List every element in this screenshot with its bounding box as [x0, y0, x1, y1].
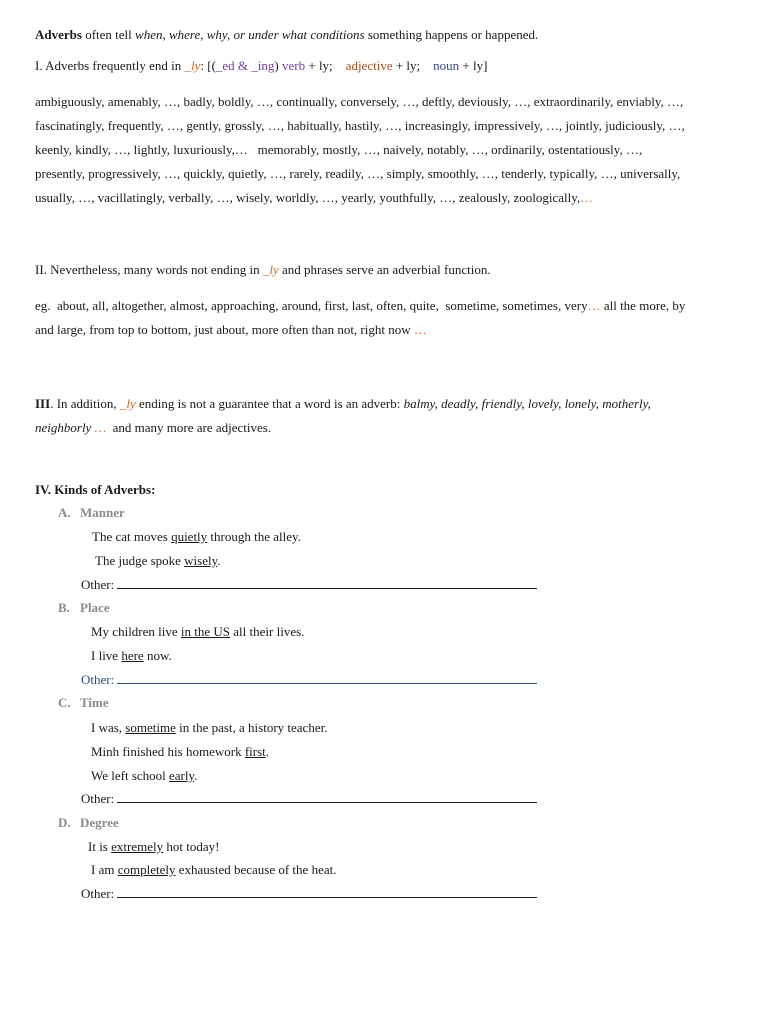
kind-label: Place	[80, 600, 110, 615]
kind-heading-degree	[58, 815, 119, 831]
example-text: It is	[88, 839, 112, 854]
example-text: .	[217, 553, 221, 568]
example-text: .	[194, 768, 198, 783]
section-3-line-2	[35, 420, 271, 436]
example-text: The cat moves	[92, 529, 172, 544]
example-text: all their lives.	[230, 624, 305, 639]
kind-letter: D.	[58, 815, 71, 830]
kind-label: Manner	[80, 505, 125, 520]
section-1-text-2: : [(	[200, 58, 216, 73]
intro-text-1: often tell	[81, 27, 136, 42]
adjective-examples-2: neighborly	[35, 420, 92, 435]
adjective-examples: balmy, deadly, friendly, lovely, lonely, motherly,	[403, 396, 651, 411]
section-2-heading	[35, 262, 491, 278]
example-sentence	[91, 624, 304, 640]
example-adverb: quietly	[171, 529, 208, 544]
other-label: Other:	[81, 886, 115, 901]
example-text: exhausted because of the heat.	[175, 862, 337, 877]
example-adverb: early	[169, 768, 195, 783]
ly-suffix: _ly	[184, 58, 201, 73]
ellipsis: …	[413, 322, 427, 337]
section-3-text-1: . In addition,	[50, 396, 120, 411]
section-2-examples-cont: all the more, by	[600, 298, 686, 313]
intro-text-2: something happens or happened.	[364, 27, 539, 42]
kind-letter: C.	[58, 695, 71, 710]
example-text: .	[265, 744, 270, 759]
kind-letter: B.	[58, 600, 70, 615]
intro-line	[35, 27, 538, 43]
verb-word: verb	[282, 58, 306, 73]
answer-blank[interactable]	[117, 791, 537, 803]
example-adverb: in the US	[180, 624, 231, 639]
section-1-text-1: . Adverbs frequently end in	[39, 58, 185, 73]
example-sentence	[88, 839, 219, 855]
adverb-list-trail: …	[580, 190, 594, 205]
other-label: Other:	[81, 577, 115, 592]
example-sentence	[92, 529, 301, 545]
example-text: My children live	[91, 624, 181, 639]
answer-blank[interactable]	[117, 672, 537, 684]
example-adverb: extremely	[111, 839, 164, 854]
section-1-heading	[35, 58, 487, 74]
adverb-list-line: keenly, kindly, …, lightly, luxuriously,… memorably, mostly, …, naively, notably, …, ordinarily, ostentatiously, …,	[35, 142, 643, 157]
example-adverb: sometime	[125, 720, 176, 735]
example-sentence	[91, 648, 172, 664]
adverb-list-text: usually, …, vacillatingly, verbally, …, wisely, worldly, …, yearly, youthfully, …, zealously, zoologically,	[35, 190, 581, 205]
example-text: The judge spoke	[95, 553, 185, 568]
noun-word: noun	[433, 58, 460, 73]
section-3-text-3: and many more are adjectives.	[106, 420, 272, 435]
adjective-word: adjective	[345, 58, 393, 73]
other-label: Other:	[81, 791, 115, 806]
example-text: I was,	[91, 720, 126, 735]
example-adverb: here	[121, 648, 144, 663]
example-text: I am	[91, 862, 118, 877]
intro-term: Adverbs	[35, 27, 82, 42]
example-sentence	[91, 862, 336, 878]
example-sentence	[91, 768, 197, 784]
ed-ing-suffix: _ed & _ing	[215, 58, 275, 73]
example-text: through the alley.	[207, 529, 301, 544]
kind-label: Time	[80, 695, 109, 710]
section-4-heading: IV. Kinds of Adverbs:	[35, 482, 156, 497]
example-sentence	[91, 720, 327, 736]
example-sentence	[95, 553, 221, 569]
ly-suffix: _ly	[262, 262, 279, 277]
example-text: We left school	[91, 768, 170, 783]
other-answer-line	[81, 886, 537, 902]
example-adverb: first	[244, 744, 266, 759]
ellipsis: …	[587, 298, 601, 313]
example-text: in the past, a history teacher.	[175, 720, 328, 735]
section-1-text-4: + ly;	[305, 58, 346, 73]
kind-letter: A.	[58, 505, 71, 520]
section-2-numeral: II	[35, 262, 44, 277]
other-answer-line	[81, 672, 537, 688]
section-2-example-line	[35, 298, 685, 314]
section-3-numeral: III	[35, 396, 51, 411]
section-1-text-5: + ly;	[392, 58, 434, 73]
example-adverb: completely	[117, 862, 176, 877]
intro-italic: when, where, why, or under what conditions	[135, 27, 365, 42]
section-2-example-line	[35, 322, 427, 338]
kind-heading-time	[58, 695, 109, 711]
adverb-list-line	[35, 190, 593, 206]
kind-heading-place	[58, 600, 110, 616]
example-adverb: wisely	[184, 553, 218, 568]
example-text: now.	[143, 648, 172, 663]
adverb-list-line: presently, progressively, …, quickly, quietly, …, rarely, readily, …, simply, smoothly, …, tenderly, typically, …, universally,	[35, 166, 681, 181]
section-2-examples-2: and large, from top to bottom, just about, more often than not, right now	[35, 322, 414, 337]
section-3-text-2: ending is not a guarantee that a word is an adverb:	[135, 396, 404, 411]
example-text: hot today!	[163, 839, 220, 854]
ellipsis: …	[91, 420, 107, 435]
section-1-text-6: + ly]	[459, 58, 488, 73]
ly-suffix: _ly	[119, 396, 136, 411]
section-2-text-2: and phrases serve an adverbial function.	[278, 262, 491, 277]
other-answer-line	[81, 791, 537, 807]
section-1-text-3: )	[274, 58, 282, 73]
adverb-list-line: ambiguously, amenably, …, badly, boldly, …, continually, conversely, …, deftly, deviously, …, extraordinarily, enviably, …,	[35, 94, 684, 109]
example-sentence	[91, 744, 269, 760]
kind-heading-manner	[58, 505, 125, 521]
example-text: Minh finished his homework	[91, 744, 245, 759]
other-answer-line	[81, 577, 537, 593]
answer-blank[interactable]	[117, 886, 537, 898]
adverb-list-line: fascinatingly, frequently, …, gently, grossly, …, habitually, hastily, …, increasingly, impressively, …, jointly, judiciously, …,	[35, 118, 685, 133]
section-2-examples: eg. about, all, altogether, almost, approaching, around, first, last, often, quite, sometime, sometimes, very	[35, 298, 588, 313]
example-text: I live	[91, 648, 122, 663]
section-3-line-1	[35, 396, 651, 412]
other-label: Other:	[81, 672, 115, 687]
section-1-numeral: I	[35, 58, 40, 73]
section-2-text-1: . Nevertheless, many words not ending in	[43, 262, 263, 277]
kind-label: Degree	[80, 815, 119, 830]
answer-blank[interactable]	[117, 577, 537, 589]
